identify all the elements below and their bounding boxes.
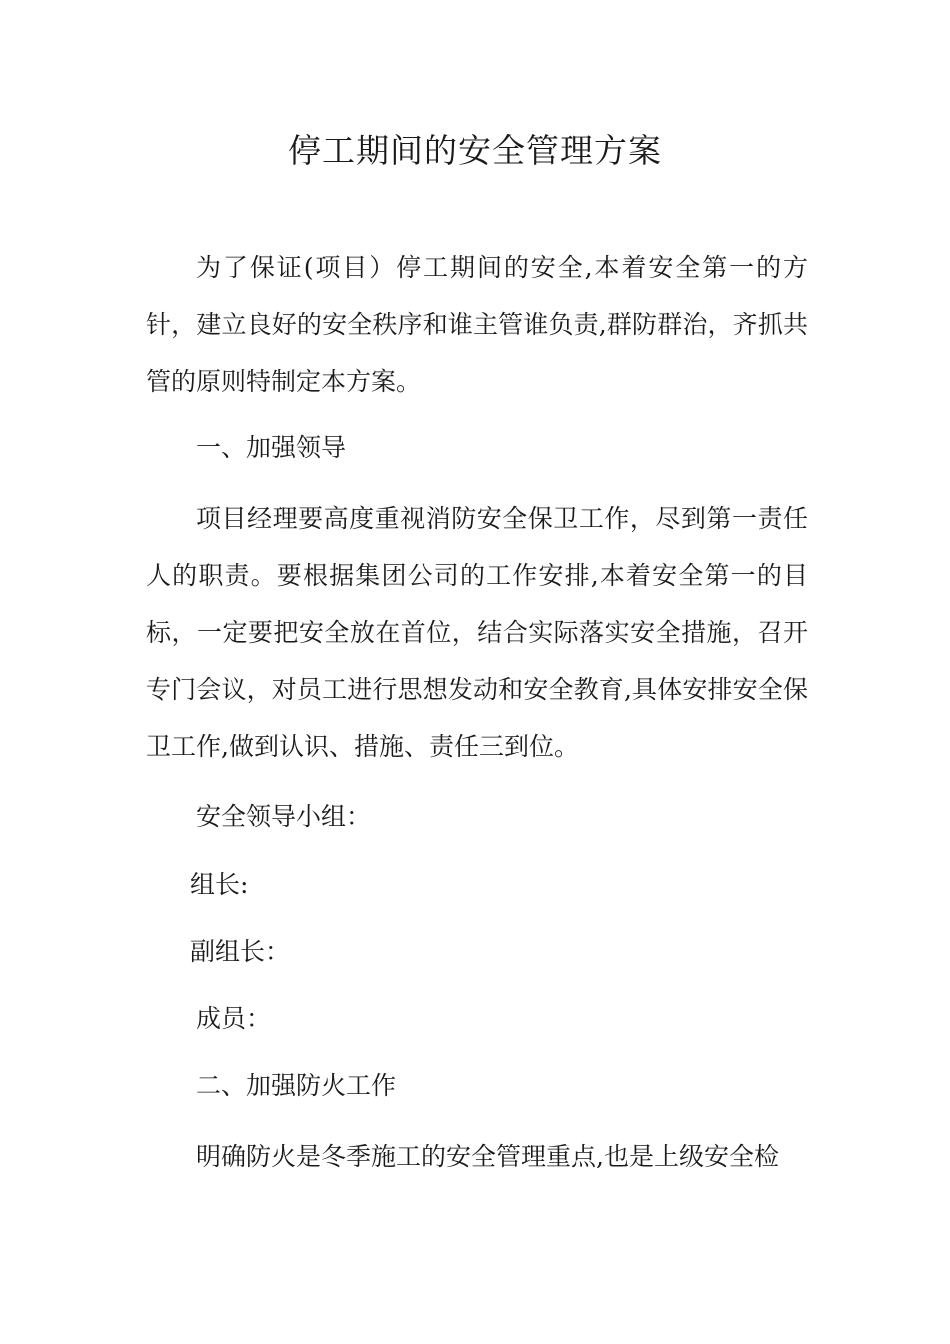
section2-heading: 二、加强防火工作	[196, 1071, 397, 1100]
section1-heading: 一、加强领导	[196, 433, 347, 462]
leadership-group-label: 安全领导小组：	[196, 802, 372, 831]
deputy-leader-label: 副组长：	[190, 937, 291, 966]
section1-paragraph: 项目经理要高度重视消防安全保卫工作，尽到第一责任人的职责。要根据集团公司的工作安排,本着安全第一的目标，一定要把安全放在首位，结合实际落实安全措施，召开专门会议，对员工进行思想发动和安全教育,具体安排安全保卫工作,做到认识、措施、责任三到位。	[146, 504, 808, 761]
intro-paragraph: 为了保证(项目）停工期间的安全,本着安全第一的方针，建立良好的安全秩序和谁主管谁负责,群防群治，齐抓共管的原则特制定本方案。	[146, 253, 808, 396]
document-title: 停工期间的安全管理方案	[288, 131, 662, 170]
members-label: 成员：	[196, 1004, 272, 1033]
section2-paragraph: 明确防火是冬季施工的安全管理重点,也是上级安全检	[196, 1142, 779, 1171]
group-leader-label: 组长:	[190, 870, 249, 899]
